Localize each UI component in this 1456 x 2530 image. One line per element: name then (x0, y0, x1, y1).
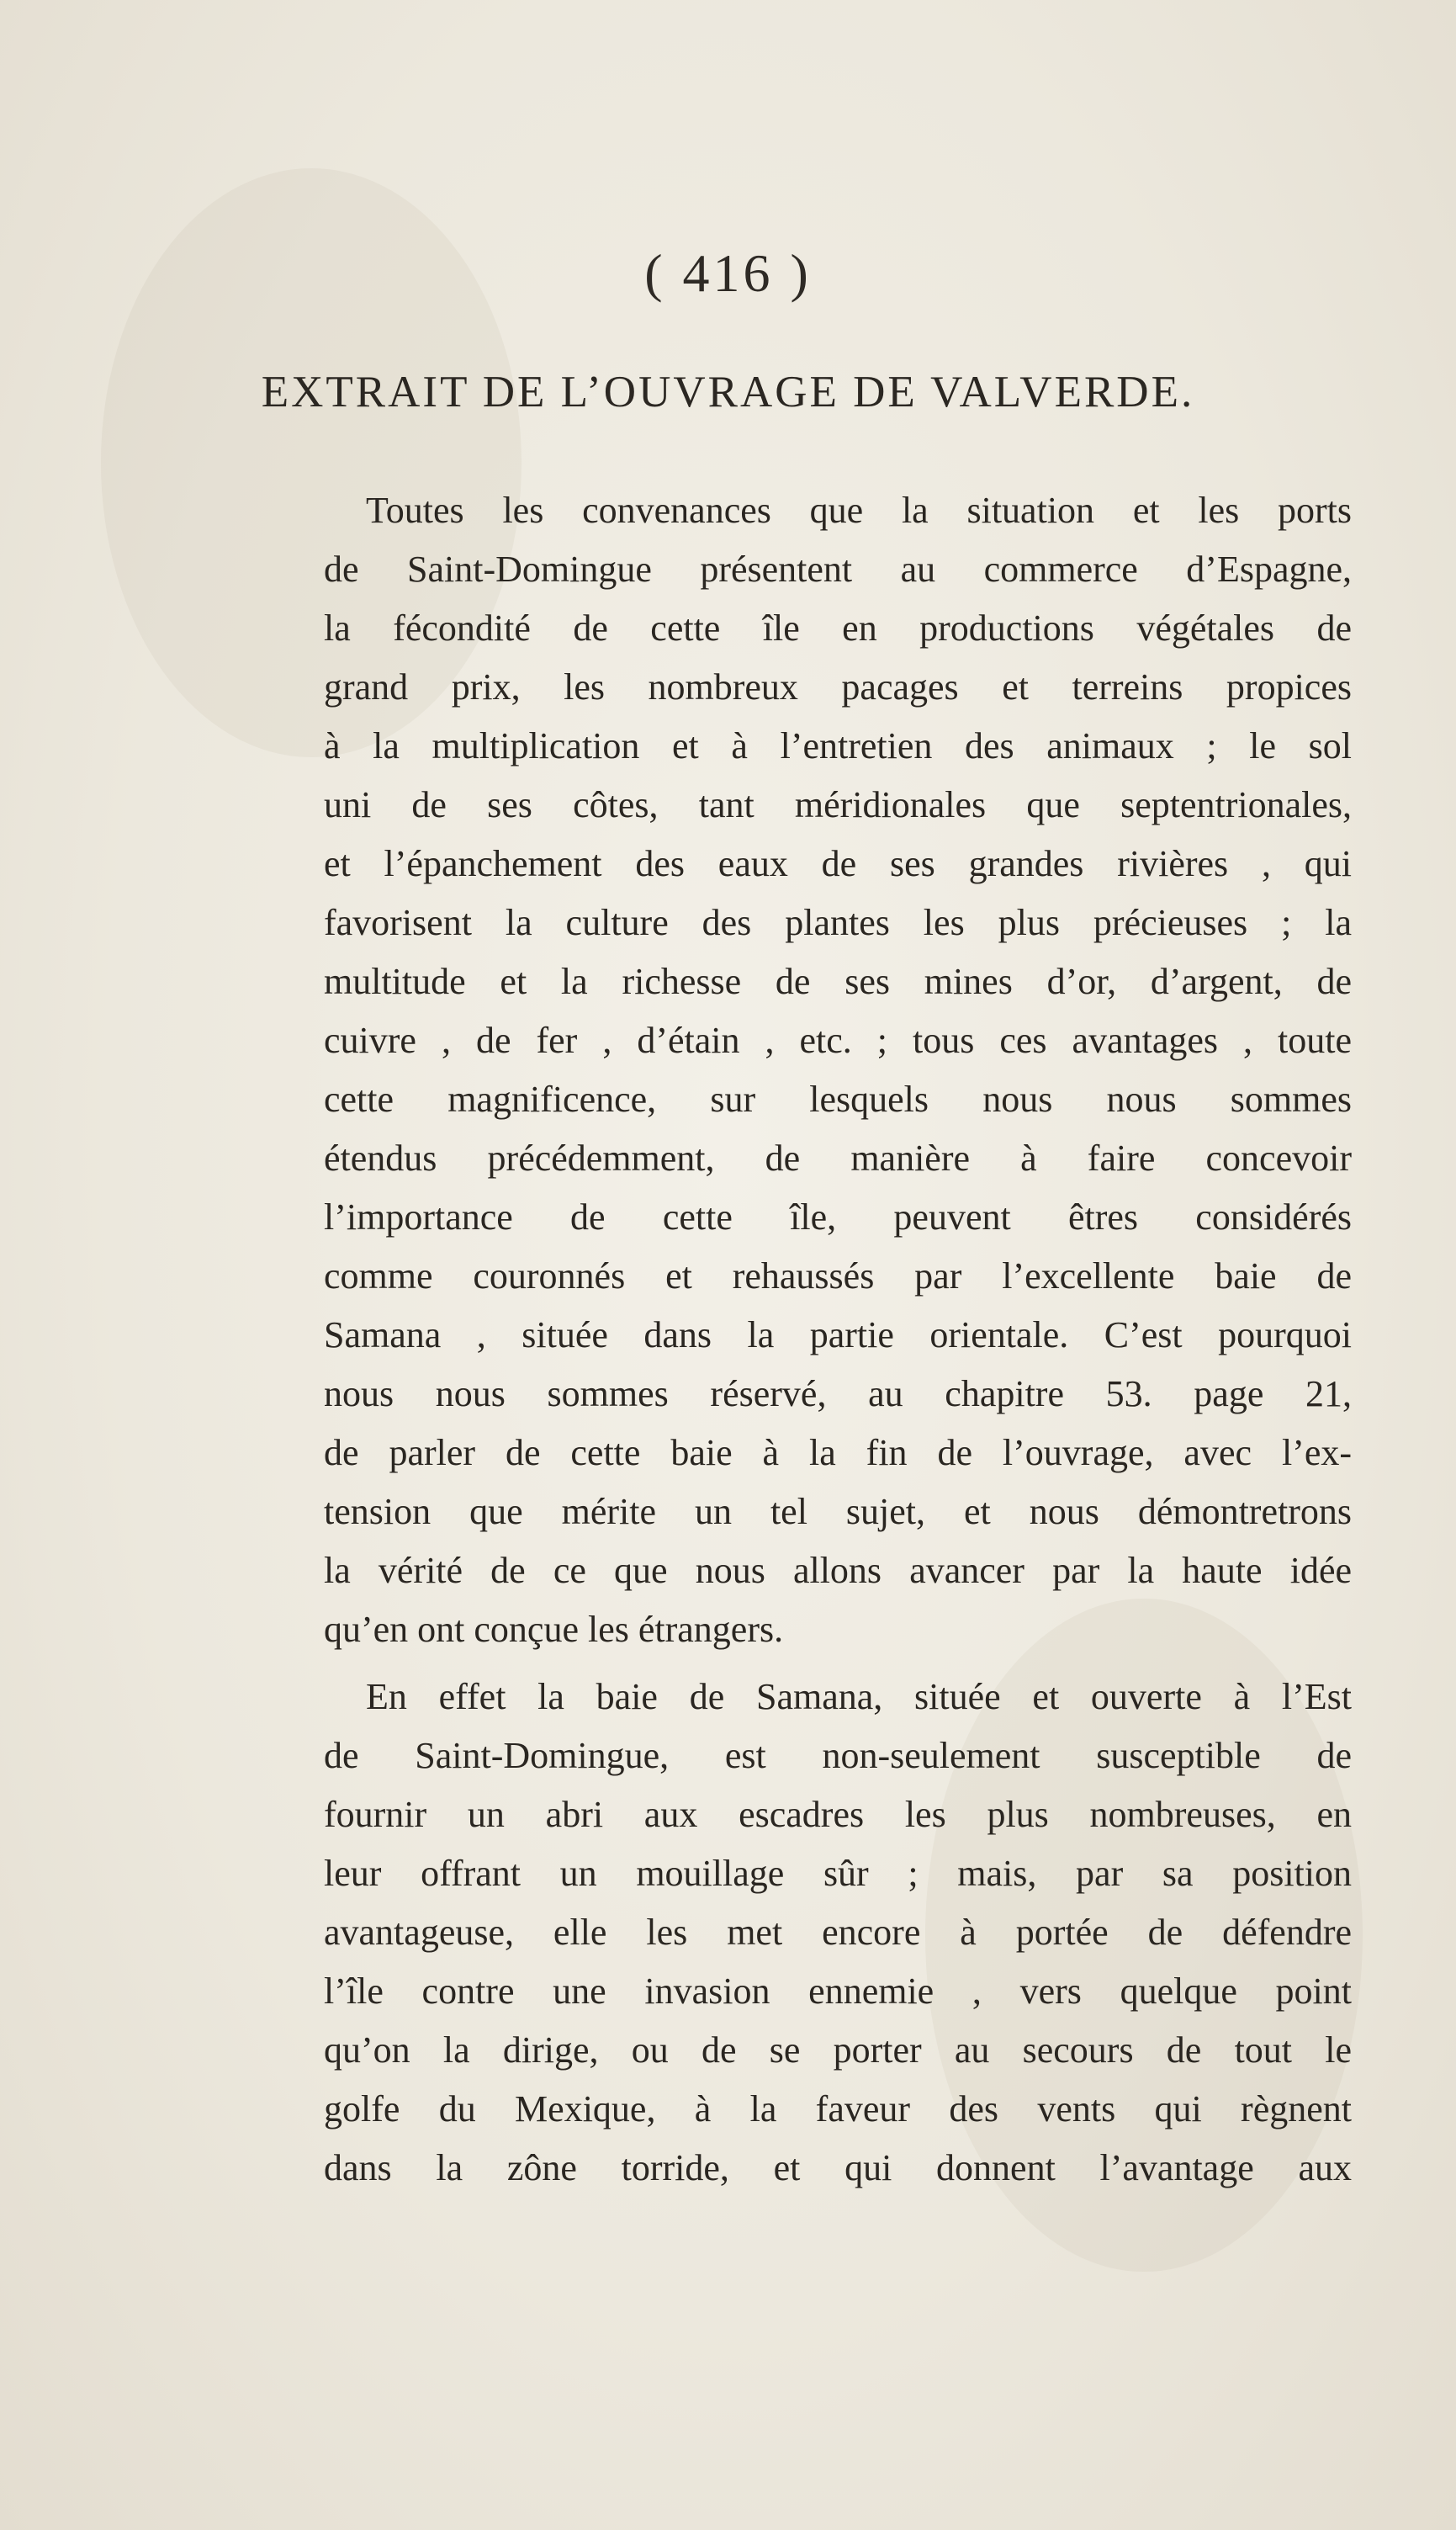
text-line: la vérité de ce que nous allons avancer par la haute idée (324, 1550, 1352, 1591)
text-line: grand prix, les nombreux pacages et terreins propices (324, 666, 1352, 708)
text-line: l’importance de cette île, peuvent êtres considérés (324, 1196, 1352, 1238)
text-line: Toutes les convenances que la situation et les ports (366, 490, 1352, 531)
text-line: de Saint-Domingue présentent au commerce d’Espagne, (324, 549, 1352, 590)
text-line: l’île contre une invasion ennemie , vers quelque point (324, 1970, 1352, 2012)
text-line: qu’on la dirige, ou de se porter au secours de tout le (324, 2029, 1352, 2071)
text-line: qu’en ont conçue les étrangers. (324, 1609, 784, 1650)
text-line: cuivre , de fer , d’étain , etc. ; tous ces avantages , toute (324, 1020, 1352, 1061)
text-line: la fécondité de cette île en productions végétales de (324, 607, 1352, 649)
text-line: nous nous sommes réservé, au chapitre 53. page 21, (324, 1373, 1352, 1414)
text-line: tension que mérite un tel sujet, et nous démontretrons (324, 1491, 1352, 1532)
text-line: de parler de cette baie à la fin de l’ouvrage, avec l’ex- (324, 1432, 1352, 1473)
text-line: et l’épanchement des eaux de ses grandes rivières , qui (324, 843, 1352, 884)
text-line: fournir un abri aux escadres les plus nombreuses, en (324, 1794, 1352, 1835)
text-line: leur offrant un mouillage sûr ; mais, par sa position (324, 1853, 1352, 1894)
text-line: multitude et la richesse de ses mines d’or, d’argent, de (324, 961, 1352, 1002)
text-line: dans la zône torride, et qui donnent l’avantage aux (324, 2147, 1352, 2188)
text-line: comme couronnés et rehaussés par l’excellente baie de (324, 1255, 1352, 1297)
text-line: de Saint-Domingue, est non-seulement susceptible de (324, 1735, 1352, 1776)
text-line: à la multiplication et à l’entretien des animaux ; le sol (324, 725, 1352, 766)
text-line: golfe du Mexique, à la faveur des vents qui règnent (324, 2088, 1352, 2130)
text-line: cette magnificence, sur lesquels nous nous sommes (324, 1079, 1352, 1120)
text-line: étendus précédemment, de manière à faire concevoir (324, 1138, 1352, 1179)
text-line: En effet la baie de Samana, située et ouverte à l’Est (366, 1676, 1352, 1717)
text-line: uni de ses côtes, tant méridionales que septentrionales, (324, 784, 1352, 825)
text-line: Samana , située dans la partie orientale. C’est pourquoi (324, 1314, 1352, 1355)
text-line: favorisent la culture des plantes les plus précieuses ; la (324, 902, 1352, 943)
text-line: avantageuse, elle les met encore à portée de défendre (324, 1912, 1352, 1953)
page-title: EXTRAIT DE L’OUVRAGE DE VALVERDE. (261, 368, 1195, 416)
page-number: ( 416 ) (644, 243, 812, 303)
